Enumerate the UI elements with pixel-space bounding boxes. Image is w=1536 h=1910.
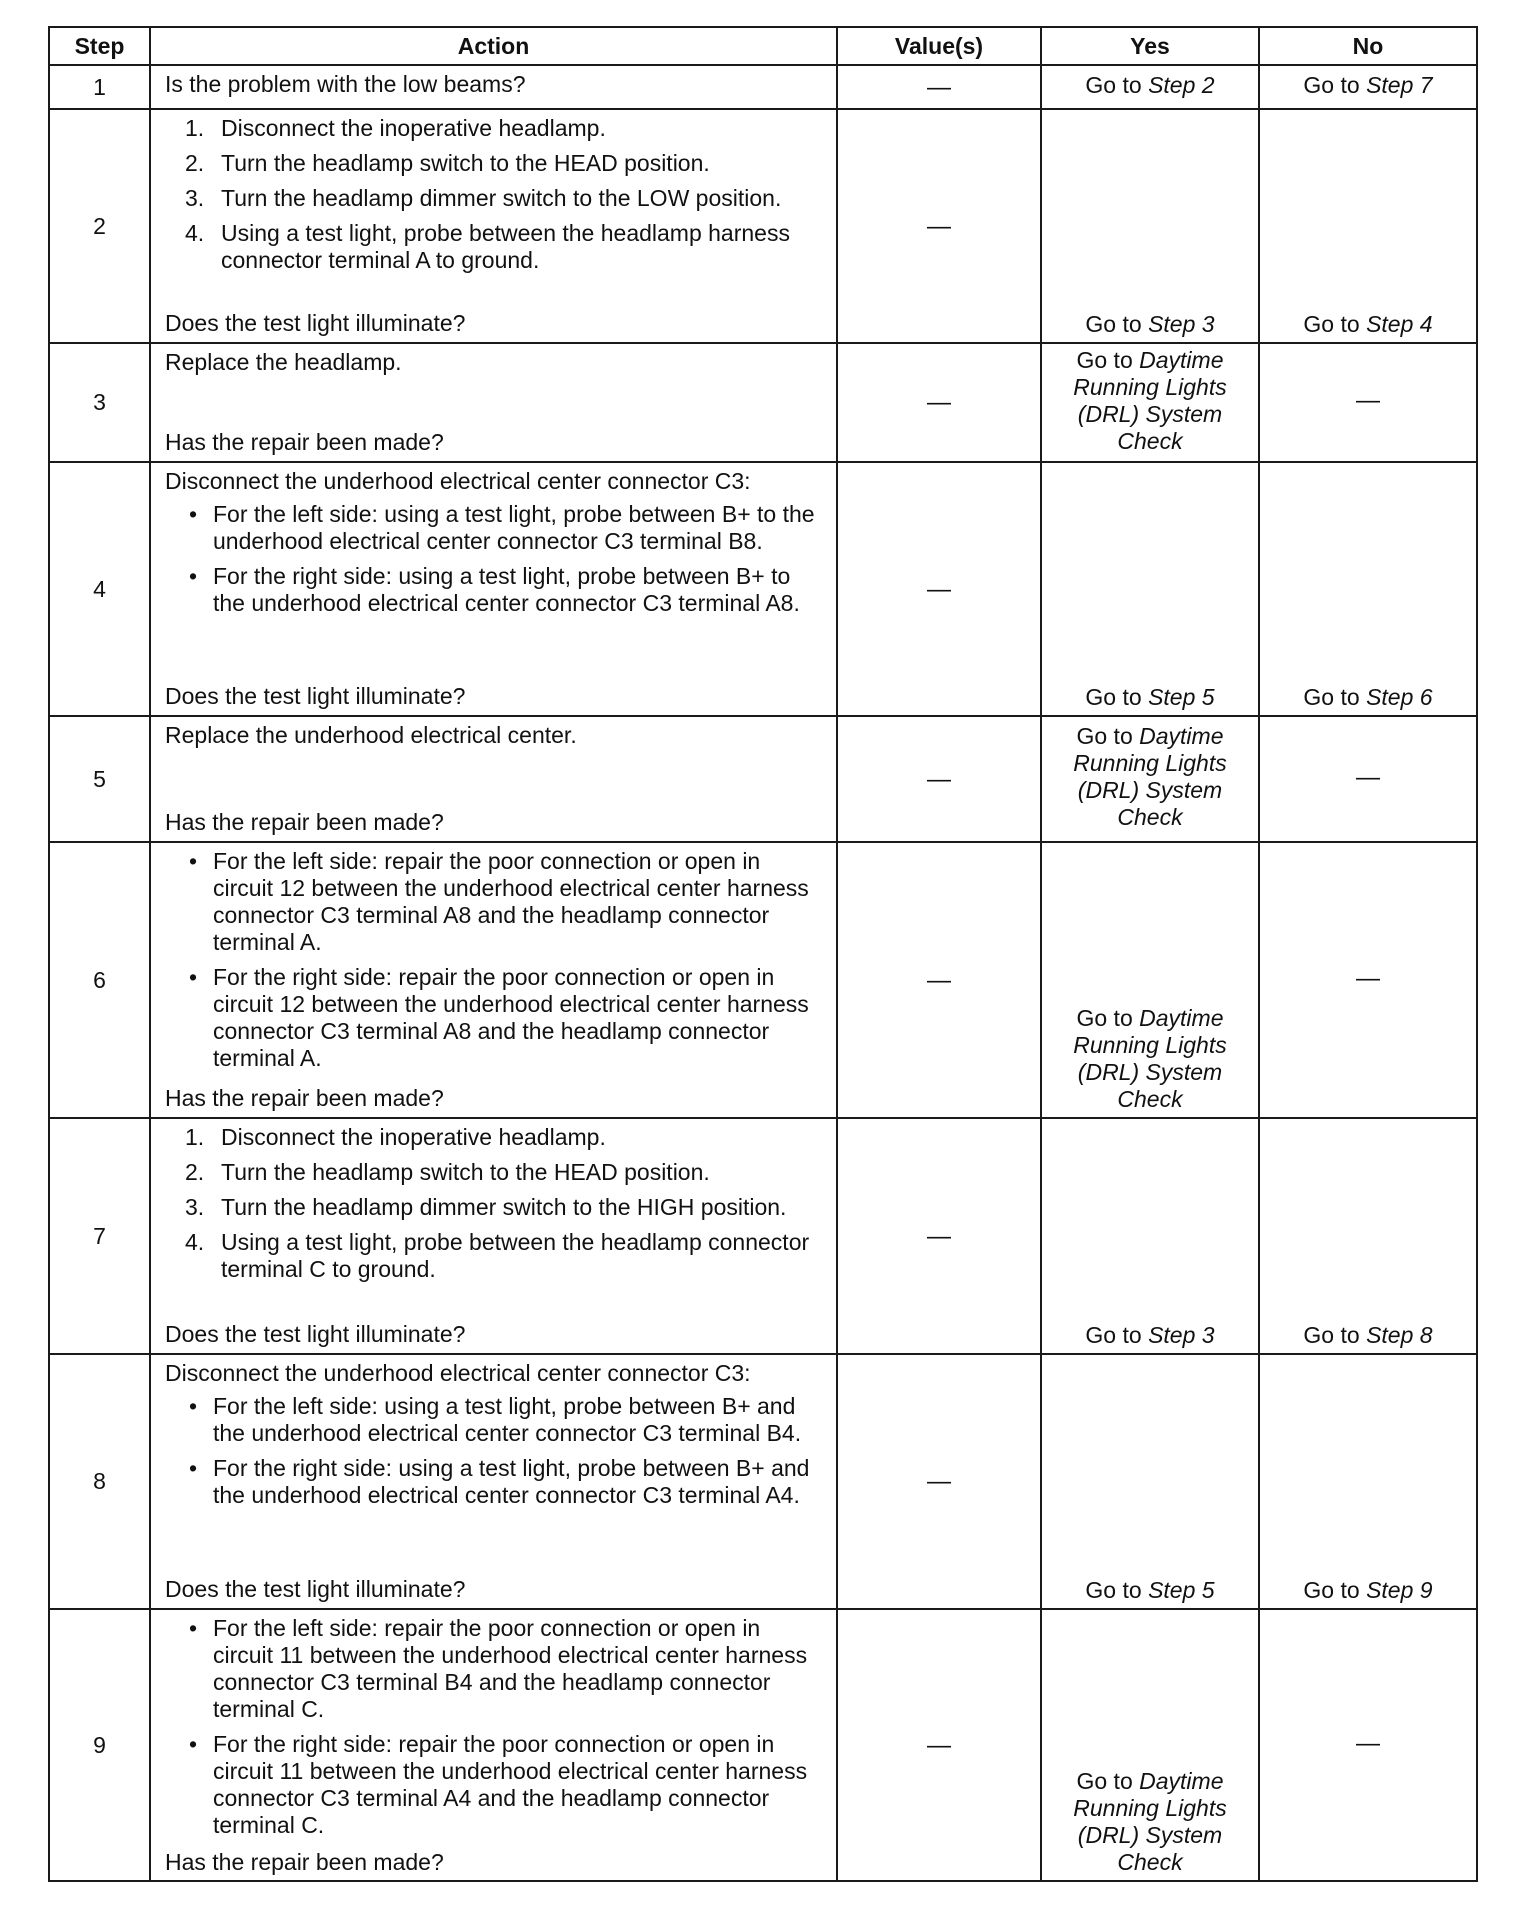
step-number: 9 bbox=[49, 1609, 150, 1881]
bullet-list bbox=[165, 1615, 826, 1839]
bullet-icon: • bbox=[189, 1393, 198, 1419]
yes-cell bbox=[1041, 842, 1259, 1118]
action-content bbox=[165, 468, 826, 710]
step-number: 2 bbox=[49, 109, 150, 343]
value-cell bbox=[837, 1609, 1041, 1881]
no-target: Step 9 bbox=[1366, 1577, 1433, 1603]
action-steps bbox=[165, 848, 826, 1080]
action-steps bbox=[165, 1615, 826, 1847]
list-item bbox=[165, 150, 826, 177]
numbered-list bbox=[165, 1124, 826, 1283]
action-content bbox=[165, 1360, 826, 1603]
no-cell bbox=[1259, 109, 1477, 343]
item-text: For the left side: repair the poor connection or open in circuit 12 between the underhood electrical center harness connector C3 terminal A8 and the headlamp connector terminal A. bbox=[213, 848, 809, 955]
go-to-label: Go to bbox=[1085, 311, 1142, 337]
no-target: Step 7 bbox=[1366, 71, 1433, 98]
table-row bbox=[49, 716, 1477, 842]
item-text: For the left side: using a test light, probe between B+ to the underhood electrical center connector C3 terminal B8. bbox=[213, 501, 815, 554]
bullet-list bbox=[165, 501, 826, 617]
yes-target: Daytime Running Lights (DRL) System Check bbox=[1073, 1005, 1227, 1112]
bullet-icon: • bbox=[189, 848, 198, 874]
item-text: Turn the headlamp dimmer switch to the LOW position. bbox=[221, 185, 782, 211]
yes-cell bbox=[1041, 1118, 1259, 1354]
step-number: 3 bbox=[49, 343, 150, 462]
action-steps bbox=[165, 349, 826, 382]
bullet-icon: • bbox=[189, 964, 198, 990]
action-steps bbox=[165, 722, 826, 755]
action-content bbox=[165, 115, 826, 337]
no-dash: — bbox=[1356, 387, 1380, 414]
item-text: Disconnect the inoperative headlamp. bbox=[221, 115, 606, 141]
table-row bbox=[49, 1609, 1477, 1881]
table-row bbox=[49, 343, 1477, 462]
item-text: For the left side: repair the poor connection or open in circuit 11 between the underhood electrical center harness connector C3 terminal B4 and the headlamp connector terminal C. bbox=[213, 1615, 808, 1722]
action-intro: Is the problem with the low beams? bbox=[165, 71, 526, 97]
item-text: For the right side: using a test light, probe between B+ to the underhood electrical center connector C3 terminal A8. bbox=[213, 563, 800, 616]
step-number: 5 bbox=[49, 716, 150, 842]
action-cell bbox=[150, 65, 837, 109]
action-cell bbox=[150, 716, 837, 842]
action-question: Does the test light illuminate? bbox=[165, 683, 466, 709]
action-cell bbox=[150, 1118, 837, 1354]
go-to-label: Go to bbox=[1085, 1577, 1142, 1603]
list-item bbox=[165, 848, 826, 956]
no-cell bbox=[1259, 1609, 1477, 1881]
yes-cell bbox=[1041, 1354, 1259, 1609]
item-text: For the right side: repair the poor connection or open in circuit 11 between the underhood electrical center harness connector C3 terminal A4 and the headlamp connector terminal C. bbox=[213, 1731, 808, 1838]
table-row bbox=[49, 462, 1477, 716]
action-cell bbox=[150, 1354, 837, 1609]
item-text: Disconnect the inoperative headlamp. bbox=[221, 1124, 606, 1150]
action-cell bbox=[150, 462, 837, 716]
item-text: Turn the headlamp switch to the HEAD position. bbox=[221, 1159, 710, 1185]
list-item bbox=[165, 1194, 826, 1221]
action-intro: Disconnect the underhood electrical center connector C3: bbox=[165, 468, 751, 494]
go-to-label: Go to bbox=[1085, 71, 1142, 98]
item-number: 4. bbox=[185, 1229, 205, 1255]
action-steps bbox=[165, 71, 826, 104]
value-dash: — bbox=[927, 73, 951, 101]
list-item bbox=[165, 1124, 826, 1151]
action-question: Does the test light illuminate? bbox=[165, 310, 466, 336]
action-intro: Replace the headlamp. bbox=[165, 349, 402, 375]
action-steps bbox=[165, 1360, 826, 1517]
go-to-label: Go to bbox=[1076, 1768, 1133, 1794]
no-cell bbox=[1259, 1118, 1477, 1354]
no-cell bbox=[1259, 842, 1477, 1118]
action-cell bbox=[150, 842, 837, 1118]
value-cell bbox=[837, 1354, 1041, 1609]
item-text: For the right side: repair the poor connection or open in circuit 12 between the underhood electrical center harness connector C3 terminal A8 and the headlamp connector terminal A. bbox=[213, 964, 809, 1071]
action-cell bbox=[150, 1609, 837, 1881]
action-question: Has the repair been made? bbox=[165, 1085, 444, 1111]
action-intro: Replace the underhood electrical center. bbox=[165, 722, 577, 748]
no-target: Step 8 bbox=[1366, 1322, 1433, 1348]
go-to-label: Go to bbox=[1085, 1322, 1142, 1348]
step-number: 4 bbox=[49, 462, 150, 716]
action-question: Has the repair been made? bbox=[165, 1849, 444, 1875]
value-dash: — bbox=[927, 765, 951, 793]
header-no: No bbox=[1259, 27, 1477, 65]
bullet-icon: • bbox=[189, 563, 198, 589]
item-text: Using a test light, probe between the headlamp harness connector terminal A to ground. bbox=[221, 220, 790, 273]
step-number: 8 bbox=[49, 1354, 150, 1609]
go-to-label: Go to bbox=[1303, 1577, 1360, 1603]
list-item bbox=[165, 1615, 826, 1723]
list-item bbox=[165, 220, 826, 274]
yes-target: Step 3 bbox=[1148, 311, 1215, 337]
yes-target: Daytime Running Lights (DRL) System Check bbox=[1073, 1768, 1227, 1875]
bullet-list bbox=[165, 848, 826, 1072]
list-item bbox=[165, 1455, 826, 1509]
action-content bbox=[165, 1615, 826, 1876]
go-to-label: Go to bbox=[1076, 346, 1133, 373]
action-steps bbox=[165, 468, 826, 625]
list-item bbox=[165, 563, 826, 617]
yes-target: Step 5 bbox=[1148, 684, 1215, 710]
item-text: Turn the headlamp dimmer switch to the HIGH position. bbox=[221, 1194, 787, 1220]
item-number: 4. bbox=[185, 220, 205, 246]
yes-cell bbox=[1041, 1609, 1259, 1881]
step-number: 6 bbox=[49, 842, 150, 1118]
action-cell bbox=[150, 109, 837, 343]
bullet-icon: • bbox=[189, 1731, 198, 1757]
no-target: Step 4 bbox=[1366, 311, 1433, 337]
go-to-label: Go to bbox=[1303, 311, 1360, 337]
no-dash: — bbox=[1356, 1729, 1380, 1757]
item-number: 3. bbox=[185, 185, 205, 211]
value-cell bbox=[837, 109, 1041, 343]
list-item bbox=[165, 1731, 826, 1839]
table-row bbox=[49, 1118, 1477, 1354]
step-number: 7 bbox=[49, 1118, 150, 1354]
value-cell bbox=[837, 65, 1041, 109]
header-action: Action bbox=[150, 27, 837, 65]
list-item bbox=[165, 1393, 826, 1447]
value-dash: — bbox=[927, 1222, 951, 1250]
yes-cell bbox=[1041, 462, 1259, 716]
list-item bbox=[165, 1159, 826, 1186]
table-row bbox=[49, 1354, 1477, 1609]
value-dash: — bbox=[927, 1731, 951, 1759]
value-cell bbox=[837, 343, 1041, 462]
diagnostic-table bbox=[48, 26, 1478, 1882]
header-values: Value(s) bbox=[837, 27, 1041, 65]
action-intro: Disconnect the underhood electrical center connector C3: bbox=[165, 1360, 751, 1386]
bullet-icon: • bbox=[189, 1615, 198, 1641]
header-row bbox=[49, 27, 1477, 65]
action-cell bbox=[150, 343, 837, 462]
item-number: 1. bbox=[185, 115, 205, 141]
item-number: 2. bbox=[185, 150, 205, 176]
value-dash: — bbox=[927, 575, 951, 603]
action-content bbox=[165, 722, 826, 836]
no-dash: — bbox=[1356, 763, 1380, 791]
bullet-icon: • bbox=[189, 501, 198, 527]
action-question: Has the repair been made? bbox=[165, 809, 444, 835]
yes-cell bbox=[1041, 716, 1259, 842]
value-cell bbox=[837, 842, 1041, 1118]
action-steps bbox=[165, 115, 826, 282]
action-question: Does the test light illuminate? bbox=[165, 1321, 466, 1347]
go-to-label: Go to bbox=[1085, 684, 1142, 710]
no-cell bbox=[1259, 343, 1477, 462]
action-content bbox=[165, 848, 826, 1112]
yes-target: Step 3 bbox=[1148, 1322, 1215, 1348]
item-text: For the left side: using a test light, probe between B+ and the underhood electrical center connector C3 terminal B4. bbox=[213, 1393, 802, 1446]
value-cell bbox=[837, 716, 1041, 842]
yes-target: Daytime Running Lights (DRL) System Check bbox=[1073, 346, 1227, 454]
item-number: 3. bbox=[185, 1194, 205, 1220]
item-number: 2. bbox=[185, 1159, 205, 1185]
item-text: For the right side: using a test light, probe between B+ and the underhood electrical center connector C3 terminal A4. bbox=[213, 1455, 810, 1508]
list-item bbox=[165, 115, 826, 142]
no-target: Step 6 bbox=[1366, 684, 1433, 710]
header-yes: Yes bbox=[1041, 27, 1259, 65]
action-content bbox=[165, 1124, 826, 1348]
action-content bbox=[165, 349, 826, 456]
value-dash: — bbox=[927, 212, 951, 240]
no-cell bbox=[1259, 1354, 1477, 1609]
action-question: Does the test light illuminate? bbox=[165, 1576, 466, 1602]
yes-cell bbox=[1041, 65, 1259, 109]
value-cell bbox=[837, 1118, 1041, 1354]
no-cell bbox=[1259, 716, 1477, 842]
no-cell bbox=[1259, 65, 1477, 109]
list-item bbox=[165, 1229, 826, 1283]
bullet-icon: • bbox=[189, 1455, 198, 1481]
yes-target: Daytime Running Lights (DRL) System Check bbox=[1073, 723, 1227, 830]
go-to-label: Go to bbox=[1303, 1322, 1360, 1348]
header-step: Step bbox=[49, 27, 150, 65]
item-text: Using a test light, probe between the headlamp connector terminal C to ground. bbox=[221, 1229, 810, 1282]
list-item bbox=[165, 964, 826, 1072]
go-to-label: Go to bbox=[1076, 723, 1133, 749]
bullet-list bbox=[165, 1393, 826, 1509]
yes-target: Step 5 bbox=[1148, 1577, 1215, 1603]
action-steps bbox=[165, 1124, 826, 1291]
item-text: Turn the headlamp switch to the HEAD position. bbox=[221, 150, 710, 176]
table-row bbox=[49, 65, 1477, 109]
yes-cell bbox=[1041, 343, 1259, 462]
no-cell bbox=[1259, 462, 1477, 716]
numbered-list bbox=[165, 115, 826, 274]
list-item bbox=[165, 185, 826, 212]
action-content bbox=[165, 71, 826, 104]
value-dash: — bbox=[927, 1468, 951, 1495]
yes-target: Step 2 bbox=[1148, 71, 1215, 98]
go-to-label: Go to bbox=[1303, 684, 1360, 710]
go-to-label: Go to bbox=[1076, 1005, 1133, 1031]
value-cell bbox=[837, 462, 1041, 716]
value-dash: — bbox=[927, 966, 951, 994]
action-question: Has the repair been made? bbox=[165, 429, 444, 455]
table-row bbox=[49, 109, 1477, 343]
list-item bbox=[165, 501, 826, 555]
step-number: 1 bbox=[49, 65, 150, 109]
go-to-label: Go to bbox=[1303, 71, 1360, 98]
yes-cell bbox=[1041, 109, 1259, 343]
table-row bbox=[49, 842, 1477, 1118]
value-dash: — bbox=[927, 389, 951, 416]
no-dash: — bbox=[1356, 964, 1380, 992]
item-number: 1. bbox=[185, 1124, 205, 1150]
